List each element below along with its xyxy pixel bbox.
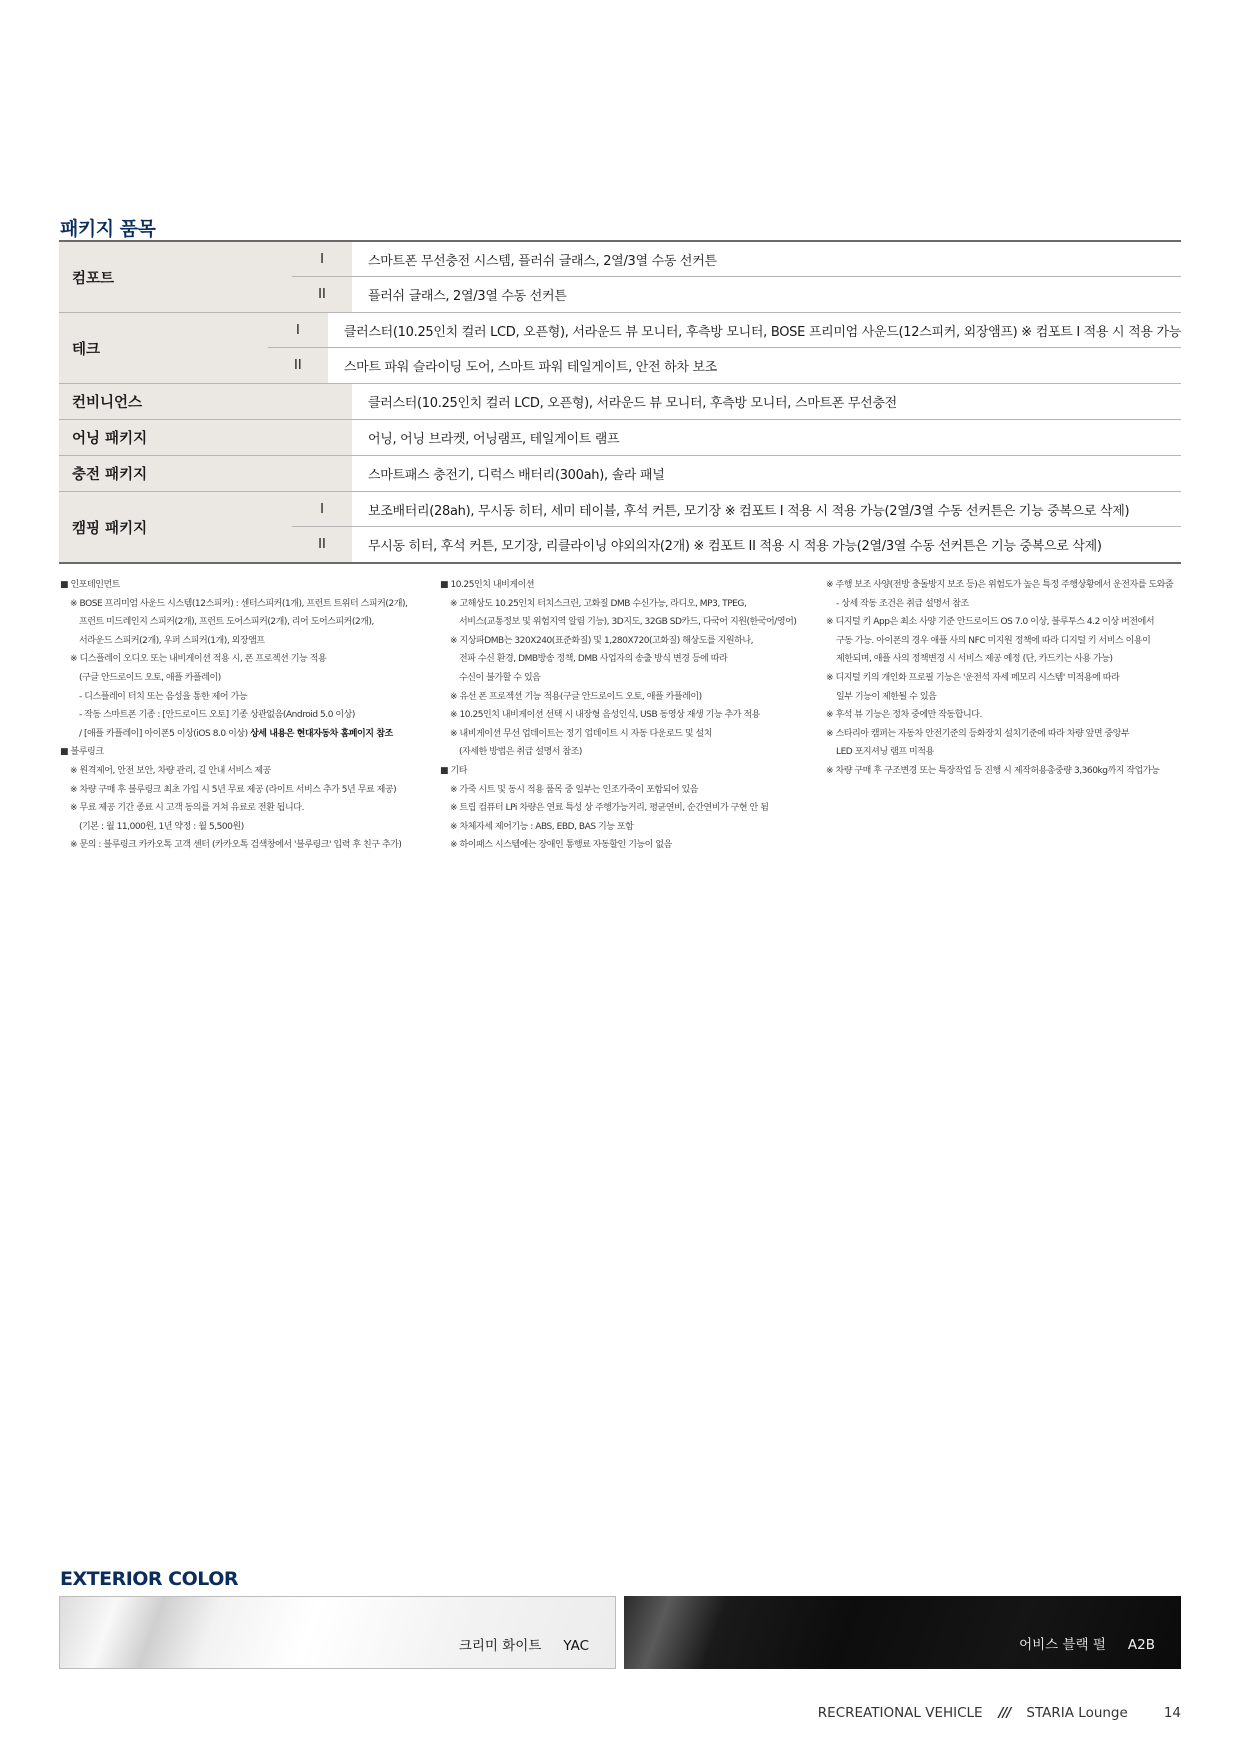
notes-column-3 [826,576,1186,781]
package-description: 플러쉬 글래스, 2열/3열 수동 선커튼 [368,289,567,304]
note-line [826,688,1186,707]
note-text: 수신이 불가할 수 있음 [459,672,541,683]
package-group [59,242,1181,313]
note-text: ※ 10.25인치 내비게이션 선택 시 내장형 음성인식, USB 동영상 재생 기능 추가 적용 [450,710,760,721]
package-rows [292,492,1181,562]
package-description: 무시동 히터, 후석 커튼, 모기장, 리클라이닝 야외의자(2개) ※ 컴포트 II 적용 시 적용 가능(2열/3열 수동 선커튼은 기능 중복으로 삭제) [368,539,1102,554]
note-text: ※ 디지털 키 App은 최소 사양 기준 안드로이드 OS 7.0 이상, 블루투스 4.2 이상 버전에서 [826,617,1155,628]
package-description: 스마트 파워 슬라이딩 도어, 스마트 파워 테일게이트, 안전 하차 보조 [343,360,717,375]
note-line [826,743,1186,762]
package-name: 어닝 패키지 [59,420,292,455]
package-group [59,492,1181,562]
package-row [268,348,1181,383]
note-line [60,818,430,837]
note-text: ■ 인포테인먼트 [60,580,120,590]
package-name: 충전 패키지 [59,456,292,491]
note-text: 구동 가능. 아이폰의 경우 애플 사의 NFC 미지원 정책에 따라 디지털 키 서비스 이용이 [836,635,1151,646]
package-description: 클러스터(10.25인치 컬러 LCD, 오픈형), 서라운드 뷰 모니터, 후측방 모니터, 스마트폰 무선충전 [368,396,897,411]
note-text: 서비스(교통정보 및 위험지역 알림 기능), 3D지도, 32GB SD카드, 다국어 지원(한국어/영어) [459,617,797,628]
package-row [268,313,1181,348]
note-text: - 작동 스마트폰 기종 : [안드로이드 오토] 기종 상관없음(Android 5.0 이상) [79,710,355,721]
package-level [292,456,352,491]
note-text: ※ BOSE 프리미엄 사운드 시스템(12스피커) : 센터스피커(1개), 프런트 트위터 스피커(2개), [70,598,408,609]
note-line [440,632,820,651]
footer-separator: /// [998,1705,1011,1721]
note-text: ※ 무료 제공 기간 종료 시 고객 동의를 거쳐 유료로 전환 됩니다. [70,803,304,814]
package-row [292,420,1181,455]
note-text: 제한되며, 애플 사의 정책변경 시 서비스 제공 예정 (단, 카드키는 사용 가능) [836,654,1113,665]
note-text: ※ 문의 : 블루링크 카카오톡 고객 센터 (카카오톡 검색창에서 '블루링크' 입력 후 친구 추가) [70,840,402,851]
package-rows [292,456,1181,491]
package-level: II [292,527,352,562]
note-line [440,613,820,632]
note-text: 일부 기능이 제한될 수 있음 [836,691,937,702]
package-name: 테크 [59,313,268,383]
footer-model: STARIA Lounge [1026,1705,1128,1721]
note-line [440,669,820,688]
exterior-color-swatches [59,1596,1181,1669]
package-name: 캠핑 패키지 [59,492,292,562]
note-line [60,688,430,707]
note-text: (자세한 방법은 취급 설명서 참조) [459,747,582,758]
note-text: ※ 차체자세 제어기능 : ABS, EBD, BAS 기능 포함 [450,821,634,832]
package-row [292,277,1181,312]
note-line [826,762,1186,781]
note-text: ※ 디지털 키의 개인화 프로필 기능은 '운전석 자세 메모리 시스템' 미적용에 따라 [826,672,1120,683]
page-number: 14 [1163,1705,1181,1721]
package-level [292,420,352,455]
note-text: ※ 후석 뷰 기능은 정차 중에만 작동합니다. [826,710,982,721]
note-line [60,576,430,595]
package-group [59,384,1181,420]
note-line [826,632,1186,651]
package-description: 어닝, 어닝 브라켓, 어닝램프, 테일게이트 램프 [368,432,620,447]
package-description: 보조배터리(28ah), 무시동 히터, 세미 테이블, 후석 커튼, 모기장 ※ 컴포트 I 적용 시 적용 가능(2열/3열 수동 선커튼은 기능 중복으로 삭제) [368,503,1130,519]
package-description: 스마트패스 충전기, 디럭스 배터리(300ah), 솔라 패널 [368,468,665,483]
note-text: 전파 수신 환경, DMB방송 정책, DMB 사업자의 송출 방식 변경 등에 따라 [459,654,728,665]
note-text: 프런트 미드레인지 스피커(2개), 프런트 도어스피커(2개), 리어 도어스피커(2개), [79,617,374,628]
package-row [292,456,1181,491]
page-footer [818,1705,1181,1721]
package-level: II [292,277,352,312]
note-line [826,613,1186,632]
package-group [59,420,1181,456]
package-level: I [268,313,328,347]
notes-column-2 [440,576,820,855]
note-line [440,576,820,595]
note-text: ■ 기타 [440,765,467,776]
package-description: 클러스터(10.25인치 컬러 LCD, 오픈형), 서라운드 뷰 모니터, 후측방 모니터, BOSE 프리미엄 사운드(12스피커, 외장앰프) ※ 컴포트 I 적용 시 적용 가능 [343,324,1181,340]
note-line [826,669,1186,688]
package-rows [268,313,1181,383]
package-level: II [268,348,328,383]
note-line [440,650,820,669]
note-line [60,632,430,651]
note-text: ※ 스타리아 캠퍼는 자동차 안전기준의 등화장치 설치기준에 따라 차량 앞면 중앙부 [826,728,1130,739]
note-text: ※ 디스플레이 오디오 또는 내비게이션 적용 시, 폰 프로젝션 기능 적용 [70,654,327,665]
note-text: ※ 차량 구매 후 블루링크 최초 가입 시 5년 무료 제공 (라이트 서비스 추가 5년 무료 제공) [70,784,397,795]
exterior-color-title: EXTERIOR COLOR [60,1568,238,1590]
package-row [292,492,1181,527]
note-text: ※ 트립 컴퓨터 LPi 차량은 연료 특성 상 주행가능거리, 평균연비, 순간연비가 구현 안 됨 [450,803,769,814]
package-description: 스마트폰 무선충전 시스템, 플러쉬 글래스, 2열/3열 수동 선커튼 [368,253,717,269]
note-line [826,706,1186,725]
package-row [292,384,1181,419]
note-line [60,669,430,688]
note-text: (기본 : 월 11,000원, 1년 약정 : 월 5,500원) [79,821,244,832]
note-line [440,706,820,725]
note-text: LED 포지셔닝 램프 미적용 [836,747,934,758]
note-text: ※ 유선 폰 프로젝션 기능 적용(구글 안드로이드 오토, 애플 카플레이) [450,691,702,702]
color-label [459,1634,589,1654]
note-line [440,595,820,614]
note-line [440,725,820,744]
package-rows [292,384,1181,419]
note-line [60,595,430,614]
color-swatch-abyss-black-pearl [624,1596,1181,1669]
note-text: ※ 내비게이션 무선 업데이트는 정기 업데이트 시 자동 다운로드 및 설치 [450,728,713,739]
package-rows [292,420,1181,455]
note-line [440,799,820,818]
package-name: 컨비니언스 [59,384,292,419]
footer-category: RECREATIONAL VEHICLE [817,1705,983,1721]
package-row [292,527,1181,562]
package-level: I [292,242,352,276]
color-name: 어비스 블랙 펄 [1019,1637,1106,1653]
note-line [60,762,430,781]
package-group [59,456,1181,492]
note-text: ※ 원격제어, 안전 보안, 차량 관리, 길 안내 서비스 제공 [70,765,271,776]
note-line [440,818,820,837]
package-section-title: 패키지 품목 [60,218,156,240]
note-line [60,781,430,800]
note-line [440,781,820,800]
note-text: ■ 블루링크 [60,747,104,758]
note-line [60,725,430,744]
note-emphasis: 상세 내용은 현대자동차 홈페이지 참조 [250,728,393,739]
note-text: ※ 차량 구매 후 구조변경 또는 특장작업 등 진행 시 제작허용총중량 3,360kg까지 작업가능 [826,765,1160,776]
note-line [60,613,430,632]
notes-column-1 [60,576,430,855]
color-name: 크리미 화이트 [458,1638,542,1654]
note-line [440,743,820,762]
note-line [60,743,430,762]
package-level: I [292,492,352,526]
color-code: A2B [1127,1637,1155,1653]
note-text: (구글 안드로이드 오토, 애플 카플레이) [79,672,221,683]
color-code: YAC [563,1638,589,1654]
package-name: 컴포트 [59,242,292,312]
note-text: ※ 주행 보조 사양(전방 충돌방지 보조 등)은 위험도가 높은 특정 주행상황에서 운전자를 도와줌 [826,580,1174,590]
note-line [60,650,430,669]
color-swatch-creamy-white [59,1596,616,1669]
note-line [60,836,430,855]
package-row [292,242,1181,277]
package-table [59,240,1181,564]
note-text: - 상세 작동 조건은 취급 설명서 참조 [836,598,969,609]
note-line [60,706,430,725]
color-label [1019,1633,1155,1653]
note-text: / [애플 카플레이] 아이폰5 이상(iOS 8.0 이상) [79,728,251,739]
package-group [59,313,1181,384]
note-text: ※ 지상파DMB는 320X240(표준화질) 및 1,280X720(고화질) 해상도를 지원하나, [450,635,754,646]
note-text: ※ 고해상도 10.25인치 터치스크린, 고화질 DMB 수신가능, 라디오, MP3, TPEG, [450,598,747,609]
note-line [826,595,1186,614]
note-line [440,836,820,855]
note-text: ※ 가죽 시트 및 동시 적용 품목 중 일부는 인조가죽이 포함되어 있음 [450,784,698,795]
package-level [292,384,352,419]
note-line [826,650,1186,669]
note-line [826,576,1186,595]
note-line [440,688,820,707]
note-text: 서라운드 스피커(2개), 우퍼 스피커(1개), 외장앰프 [79,635,265,646]
note-text: ■ 10.25인치 내비게이션 [440,580,535,590]
note-line [440,762,820,781]
note-text: ※ 하이패스 시스템에는 장애인 통행료 자동할인 기능이 없음 [450,840,672,851]
package-rows [292,242,1181,312]
note-text: - 디스플레이 터치 또는 음성을 통한 제어 가능 [79,691,248,702]
note-line [826,725,1186,744]
note-line [60,799,430,818]
